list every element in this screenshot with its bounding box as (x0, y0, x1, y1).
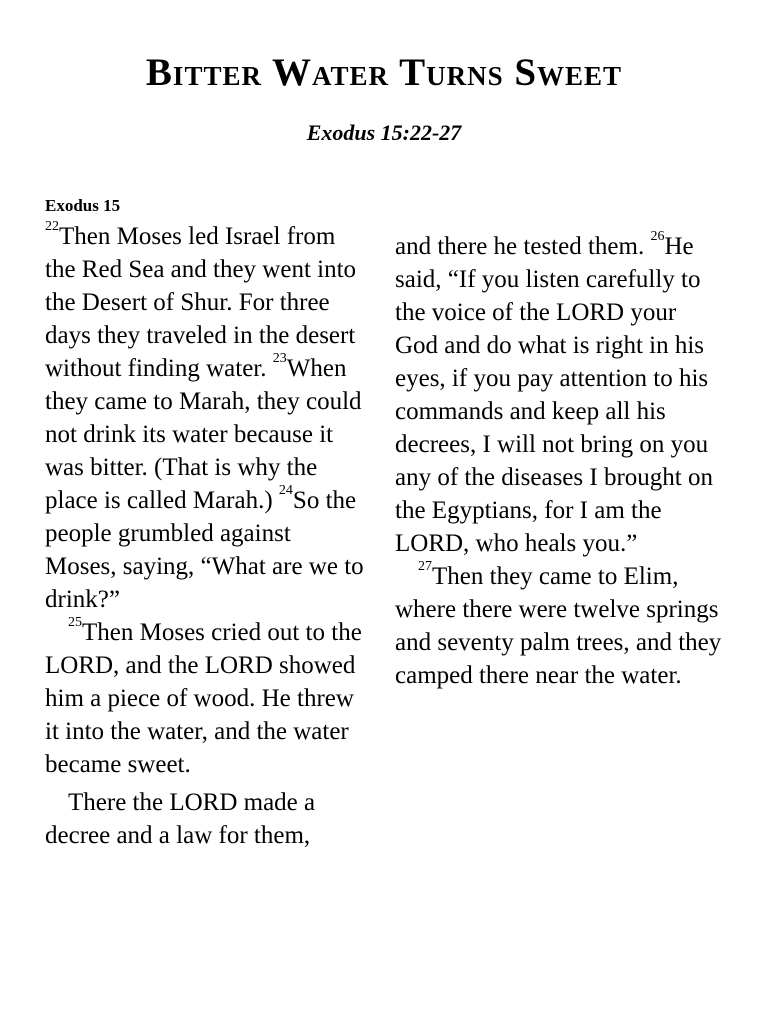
verse-24-text: So the people grumbled against Moses, saying, “What are we to drink?” (45, 487, 364, 613)
verse-number-22: 22 (45, 219, 59, 234)
right-column (395, 230, 725, 692)
verse-number-27: 27 (418, 559, 432, 574)
verse-27-text: Then they came to Elim, where there were twelve springs and seventy palm trees, and they camped there near the water. (395, 563, 722, 689)
verse-22-text: Then Moses led Israel from the Red Sea and they went into the Desert of Shur. For three days they traveled in the desert without finding water. (45, 223, 357, 382)
verse-22-paragraph (45, 220, 365, 616)
scripture-reference: Exodus 15:22-27 (306, 120, 462, 145)
verse-number-23: 23 (272, 351, 287, 366)
verse-25-paragraph (45, 616, 365, 781)
verse-number-25: 25 (68, 615, 82, 630)
verse-27-paragraph (395, 560, 725, 692)
verse-number-24: 24 (278, 483, 293, 498)
left-column (45, 194, 365, 852)
verse-25b-paragraph (45, 786, 365, 852)
verse-26-text: He said, “If you listen carefully to the voice of the LORD your God and do what is right in his eyes, if you pay attention to his commands and keep all his decrees, I will not bring on you any of the diseases I brought on the Egyptians, for I am the LORD, who heals you.” (395, 233, 713, 557)
verse-number-26: 26 (650, 229, 665, 244)
verse-25c-text: and there he tested them. (395, 233, 645, 260)
verse-25b-text: There the LORD made a decree and a law for them, (45, 789, 316, 849)
verse-23-text: When they came to Marah, they could not drink its water because it was bitter. (That is why the place is called Marah.) (45, 355, 362, 514)
page-title: Bitter Water Turns Sweet (145, 51, 623, 94)
verse-25-text: Then Moses cried out to the LORD, and the LORD showed him a piece of wood. He threw it into the water, and the water became sweet. (45, 619, 362, 778)
chapter-heading: Exodus 15 (45, 196, 121, 215)
verse-25c-paragraph (395, 230, 725, 560)
